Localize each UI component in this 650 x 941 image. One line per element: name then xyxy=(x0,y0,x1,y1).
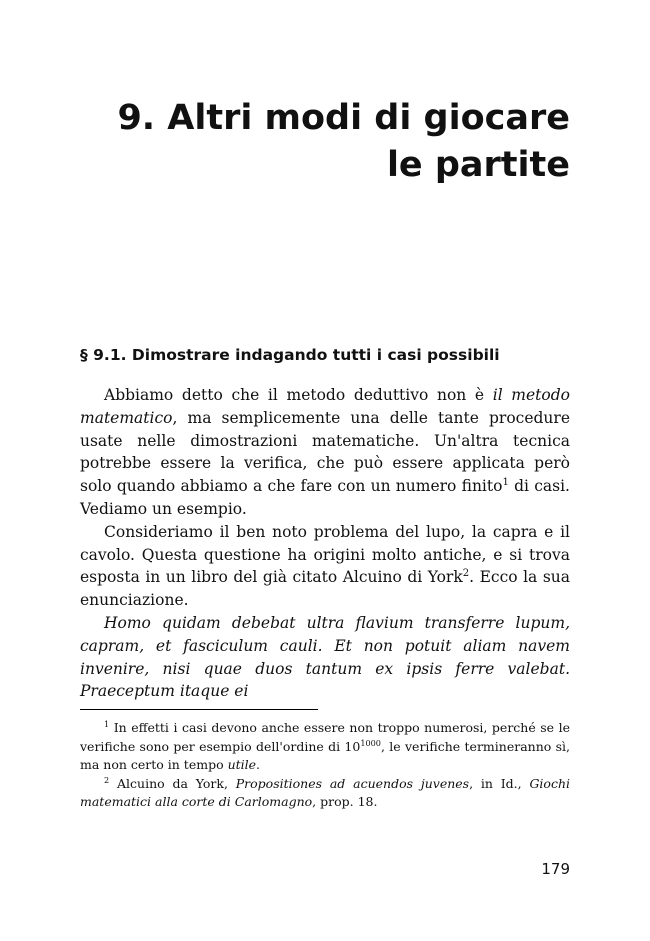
footnote-2 xyxy=(80,775,570,812)
footnote-ref-1: 1 xyxy=(502,477,509,489)
footnote-2-text-c: , prop. 18. xyxy=(312,794,378,809)
footnote-2-number: 2 xyxy=(104,774,110,785)
paragraph-2 xyxy=(80,521,570,612)
footnote-1 xyxy=(80,719,570,775)
footnote-1-text-b: , le verifiche termineranno sì, ma non certo in tempo xyxy=(80,738,570,772)
body-text xyxy=(80,384,570,703)
footnote-1-italic: utile xyxy=(227,757,257,772)
chapter-title-line-1: 9. Altri modi di giocare xyxy=(117,98,570,139)
footnotes xyxy=(80,719,570,812)
paragraph-1-text-a: Abbiamo detto che il metodo deduttivo non è xyxy=(104,386,493,404)
paragraph-3-latin xyxy=(80,612,570,703)
paragraph-1-italic: il metodo matematico xyxy=(80,386,570,427)
paragraph-1-text-c: di casi. Vediamo un esempio. xyxy=(80,477,570,518)
chapter-title xyxy=(90,95,570,189)
paragraph-1-text-b: , ma semplicemente una delle tante procedure usate nelle dimostrazioni matematiche. Un'altra tecnica potrebbe essere la verifica, che può essere applicata però solo quando abbiamo a che fare con un numero finito xyxy=(80,408,570,496)
page-number: 179 xyxy=(541,860,570,878)
footnote-2-italic-b: Giochi matematici alla corte di Carlomagno xyxy=(80,775,570,809)
footnote-ref-2: 2 xyxy=(462,568,470,580)
footnote-1-text-a: In effetti i casi devono anche essere non troppo numerosi, perché se le verifiche sono per esempio dell'ordine di 10 xyxy=(80,720,570,754)
footnote-2-text-b: , in Id., xyxy=(469,775,530,791)
footnote-1-text-c: . xyxy=(256,757,261,772)
paragraph-1 xyxy=(80,384,570,521)
footnote-separator xyxy=(80,709,318,710)
paragraph-2-text-a: Consideriamo il ben noto problema del lupo, la capra e il cavolo. Questa questione ha origini molto antiche, e si trova esposta in un libro del già citato Alcuino di York xyxy=(80,522,570,587)
latin-quotation: Homo quidam debebat ultra flavium transferre lupum, capram, et fasciculum cauli. Et non potuit aliam navem invenire, nisi quae duos tantum ex ipsis ferre valebat. Praeceptum itaque ei xyxy=(80,613,570,701)
footnote-1-number: 1 xyxy=(104,718,110,729)
footnote-2-text-a: Alcuino da York, xyxy=(109,775,236,791)
footnote-2-italic-a: Propositiones ad acuendos juvenes xyxy=(235,775,470,791)
paragraph-2-text-b: . Ecco la sua enunciazione. xyxy=(80,568,570,610)
chapter-title-line-2: le partite xyxy=(386,145,570,186)
footnote-1-exponent: 1000 xyxy=(360,737,381,748)
section-heading: § 9.1. Dimostrare indagando tutti i casi possibili xyxy=(80,346,500,364)
